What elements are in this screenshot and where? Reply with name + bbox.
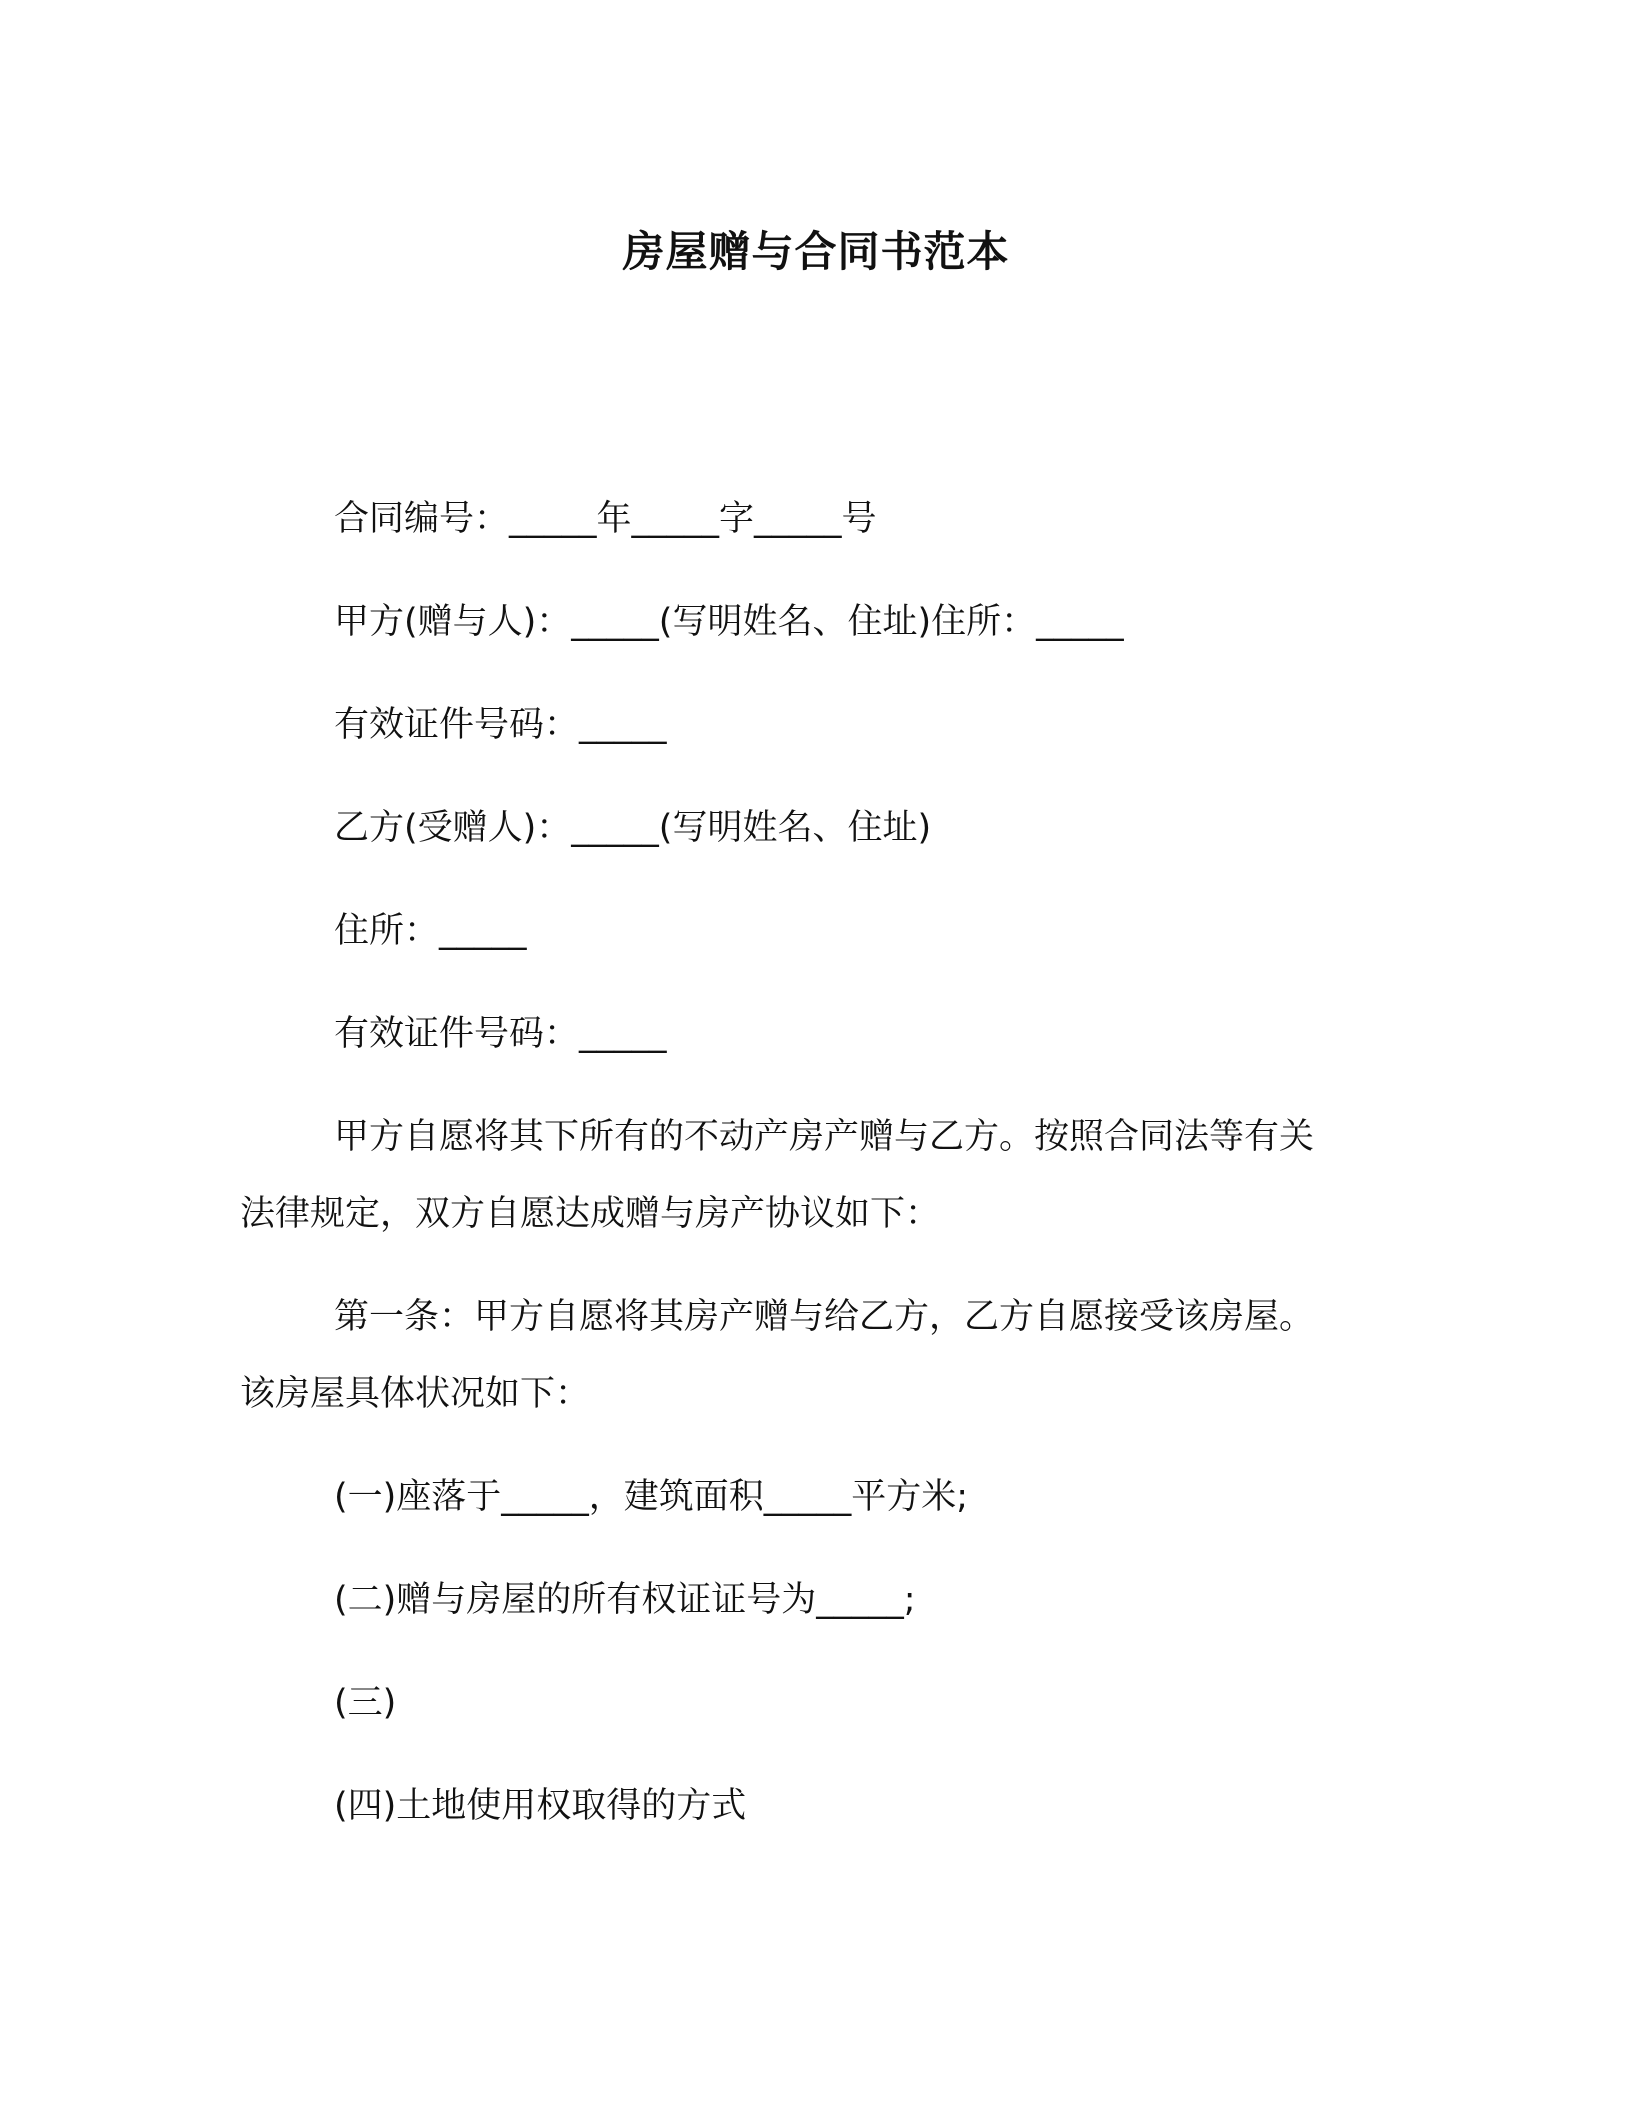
article-one-line-2: 该房屋具体状况如下： [240, 1374, 591, 1414]
clause-3-line: (三) [334, 1683, 397, 1723]
clause-4-line: (四)土地使用权取得的方式 [334, 1786, 747, 1826]
party-a-id-line: 有效证件号码：_____ [334, 705, 667, 745]
party-a-line: 甲方(赠与人)：_____(写明姓名、住址)住所：_____ [334, 602, 1124, 642]
clause-2-line: (二)赠与房屋的所有权证证号为_____; [334, 1580, 916, 1620]
party-b-address-line: 住所：_____ [334, 911, 527, 951]
document-title: 房屋赠与合同书范本 [622, 227, 1010, 276]
party-b-id-line: 有效证件号码：_____ [334, 1014, 667, 1054]
preamble-line-2: 法律规定，双方自愿达成赠与房产协议如下： [240, 1194, 941, 1234]
preamble-line-1: 甲方自愿将其下所有的不动产房产赠与乙方。按照合同法等有关 [334, 1117, 1315, 1157]
contract-number-line: 合同编号：_____年_____字_____号 [334, 499, 877, 539]
clause-1-line: (一)座落于_____，建筑面积_____平方米; [334, 1477, 969, 1517]
party-b-line: 乙方(受赠人)：_____(写明姓名、住址) [334, 808, 932, 848]
article-one-line-1: 第一条：甲方自愿将其房产赠与给乙方，乙方自愿接受该房屋。 [334, 1297, 1315, 1337]
